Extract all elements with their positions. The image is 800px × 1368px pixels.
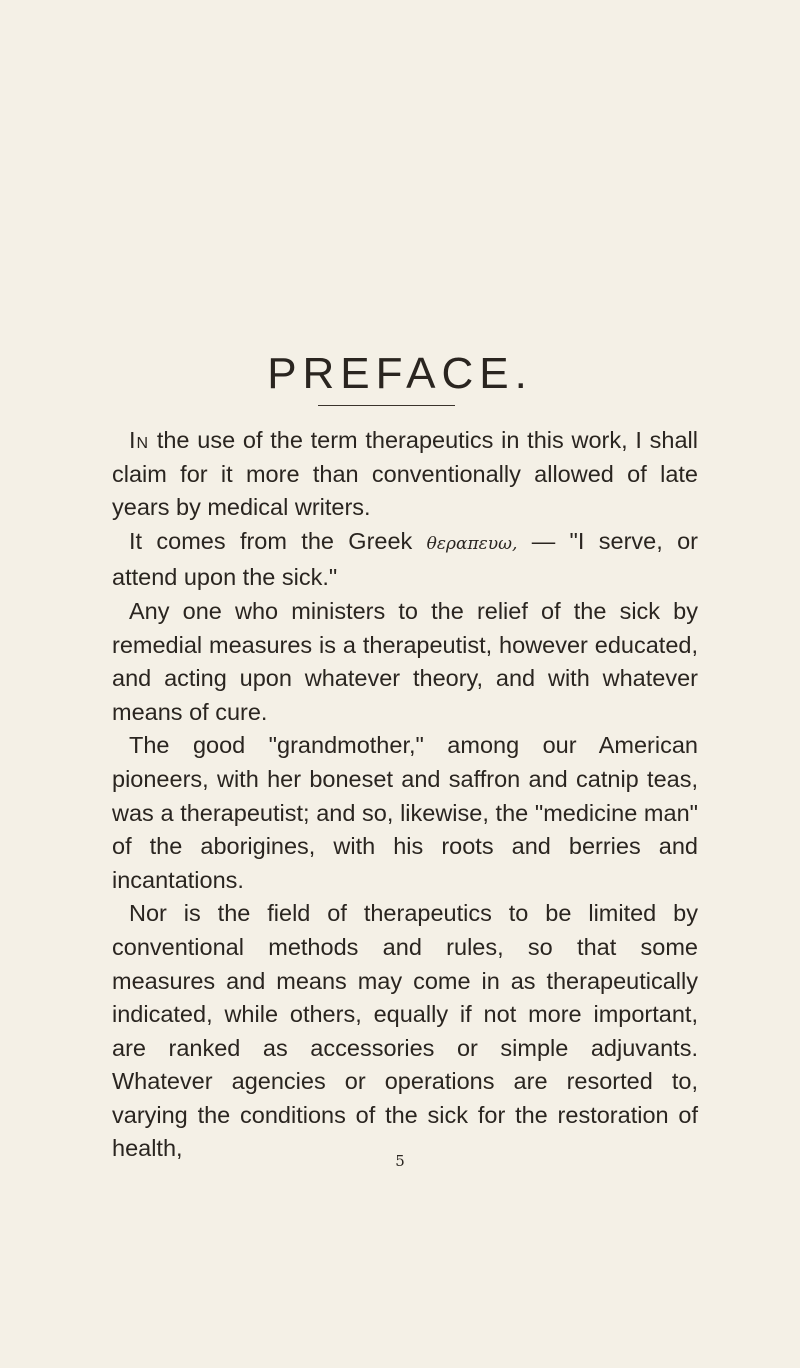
paragraph-1 (112, 424, 698, 525)
greek-word: θεραπευω, (426, 533, 518, 554)
title-rule (318, 405, 455, 406)
page-title: PREFACE. (267, 349, 533, 399)
paragraph-1-lead: In (129, 427, 150, 453)
paragraph-2-after: — "I serve, or attend upon the sick." (112, 527, 698, 591)
paragraph-4: The good "grandmother," among our American pioneers, with her boneset and saffron and catnip teas, was a therapeutist; and so, likewise, the "medicine man" of the aborigines, with his roots and berries and incantations. (112, 732, 698, 893)
paragraph-2-before: It comes from the Greek (129, 527, 427, 554)
page-number: 5 (395, 1152, 405, 1170)
paragraph-1-text: the use of the term therapeutics in this work, I shall claim for it more than conventionally allowed of late years by medical writers. (112, 427, 698, 521)
paragraph-2 (112, 525, 698, 595)
paragraph-3: Any one who ministers to the relief of the sick by remedial measures is a therapeutist, however educated, and acting upon whatever theory, and with whatever means of cure. (112, 597, 698, 725)
paragraph-5: Nor is the field of therapeutics to be limited by conventional methods and rules, so that some measures and means may come in as therapeutically indicated, while others, equally if not more important, are ranked as accessories or simple adjuvants. Whatever agencies or operations are resorted to, varying the conditions of the sick for the restoration of health, (112, 900, 698, 1162)
body-text (112, 424, 698, 1166)
